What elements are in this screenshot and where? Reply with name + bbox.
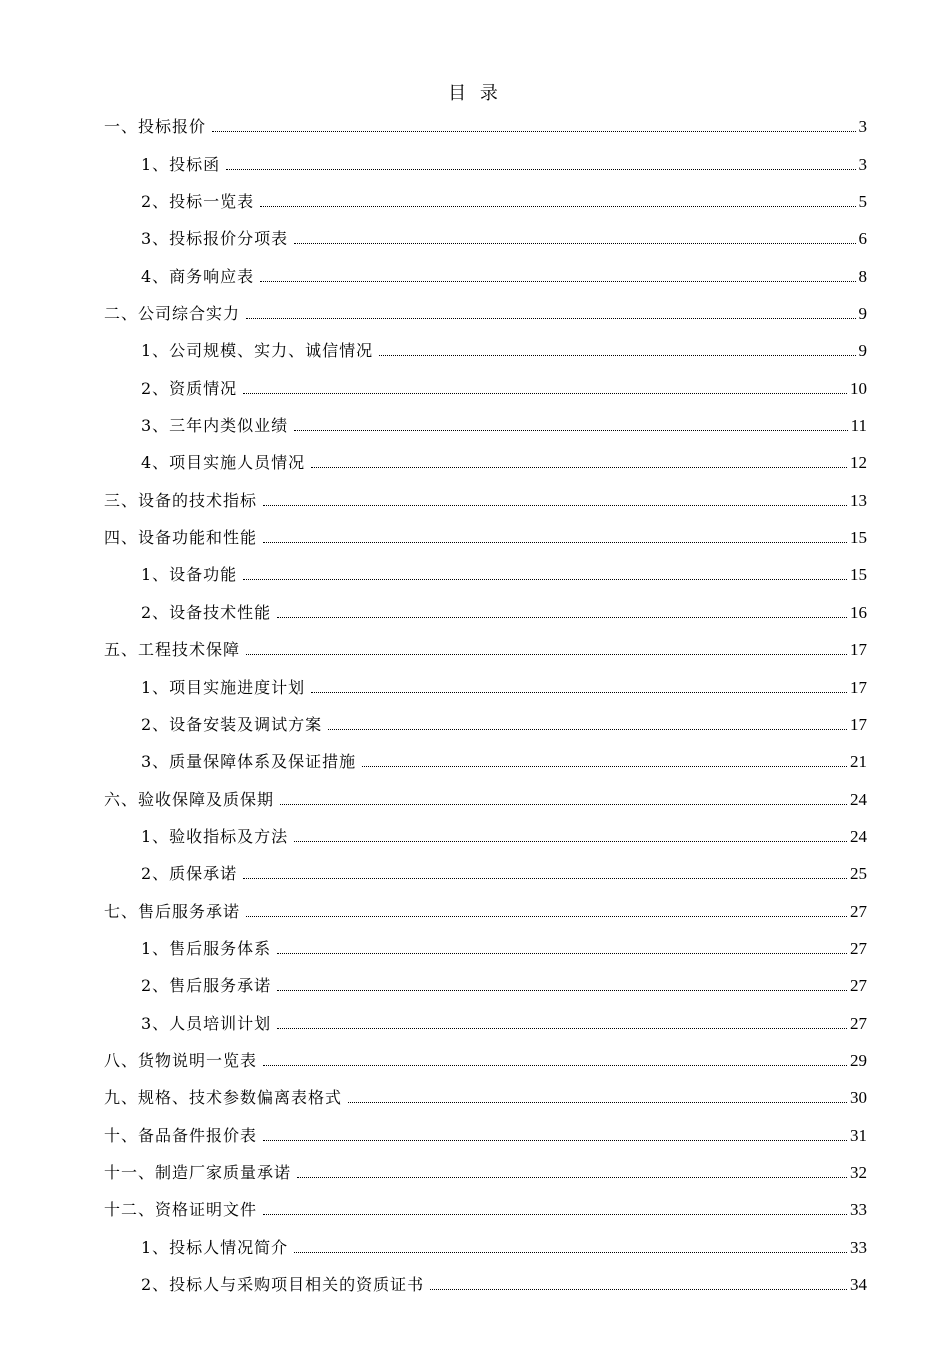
toc-page-number: 15	[850, 528, 867, 548]
toc-subentry[interactable]	[104, 178, 867, 215]
toc-subentry[interactable]	[104, 140, 867, 177]
toc-page-number: 17	[850, 677, 867, 697]
dot-leader	[246, 916, 847, 917]
toc-entry-label: 2、设备安装及调试方案	[141, 714, 323, 734]
toc-page-number: 17	[850, 714, 867, 734]
toc-subentry[interactable]	[104, 551, 867, 588]
dot-leader	[294, 430, 847, 431]
dot-leader	[277, 1028, 847, 1029]
toc-page-number: 32	[850, 1162, 867, 1182]
toc-page-number: 27	[850, 1013, 867, 1033]
toc-entry-label: 2、资质情况	[141, 378, 238, 398]
toc-page-number: 24	[850, 826, 867, 846]
toc-entry[interactable]	[104, 1037, 867, 1074]
dot-leader	[263, 1214, 847, 1215]
toc-page-number: 34	[850, 1275, 867, 1294]
toc-subentry[interactable]	[104, 925, 867, 962]
toc-page-number: 10	[850, 378, 867, 398]
dot-leader	[263, 1140, 847, 1141]
toc-subentry[interactable]	[104, 364, 867, 401]
toc-page-number: 27	[850, 901, 867, 921]
toc-entry-label: 1、公司规模、实力、诚信情况	[141, 341, 374, 361]
toc-page-number: 12	[850, 453, 867, 473]
toc-page-number: 29	[850, 1050, 867, 1070]
toc-subentry[interactable]	[104, 402, 867, 439]
dot-leader	[294, 841, 847, 842]
toc-page-number: 27	[850, 976, 867, 996]
toc-entry-label: 2、质保承诺	[141, 864, 238, 884]
dot-leader	[226, 169, 855, 170]
toc-subentry[interactable]	[104, 1261, 867, 1298]
toc-subentry[interactable]	[104, 850, 867, 887]
page-title: 目 录	[448, 83, 502, 104]
toc-entry-label: 六、验收保障及质保期	[104, 789, 275, 809]
toc-entry-label: 1、验收指标及方法	[141, 826, 289, 846]
toc-entry-label: 4、项目实施人员情况	[141, 453, 306, 473]
toc-entry-label: 2、设备技术性能	[141, 602, 272, 622]
toc-entry-label: 四、设备功能和性能	[104, 528, 258, 548]
toc-page-number: 24	[850, 789, 867, 809]
dot-leader	[294, 1252, 847, 1253]
toc-subentry[interactable]	[104, 663, 867, 700]
toc-entry-label: 2、投标人与采购项目相关的资质证书	[141, 1275, 425, 1294]
toc-entry[interactable]	[104, 775, 867, 812]
toc-subentry[interactable]	[104, 252, 867, 289]
toc-page-number: 9	[858, 304, 867, 324]
toc-subentry[interactable]	[104, 999, 867, 1036]
toc-page-number: 6	[858, 229, 867, 249]
dot-leader	[260, 281, 855, 282]
toc-entry-label: 3、质量保障体系及保证措施	[141, 752, 357, 772]
toc-entry[interactable]	[104, 626, 867, 663]
dot-leader	[280, 804, 847, 805]
dot-leader	[263, 542, 847, 543]
toc-page-number: 5	[858, 192, 867, 212]
toc-entry[interactable]	[104, 1074, 867, 1111]
toc-entry[interactable]	[104, 514, 867, 551]
dot-leader	[277, 990, 847, 991]
toc-subentry[interactable]	[104, 215, 867, 252]
toc-subentry[interactable]	[104, 813, 867, 850]
toc-entry[interactable]	[104, 887, 867, 924]
toc-entry-label: 1、售后服务体系	[141, 938, 272, 958]
dot-leader	[243, 878, 847, 879]
dot-leader	[328, 729, 847, 730]
toc-page-number: 30	[850, 1088, 867, 1108]
toc-entry-label: 1、投标函	[141, 154, 221, 174]
toc-entry-label: 3、三年内类似业绩	[141, 416, 289, 436]
toc-entry-label: 一、投标报价	[104, 117, 207, 137]
toc-page-number: 16	[850, 602, 867, 622]
dot-leader	[263, 1065, 847, 1066]
toc-page-number: 3	[858, 154, 867, 174]
toc-entry[interactable]	[104, 1186, 867, 1223]
toc-entry-label: 4、商务响应表	[141, 266, 255, 286]
dot-leader	[362, 766, 847, 767]
dot-leader	[294, 243, 855, 244]
table-of-contents	[104, 103, 867, 1298]
toc-entry[interactable]	[104, 103, 867, 140]
toc-page-number: 33	[850, 1237, 867, 1257]
toc-entry[interactable]	[104, 476, 867, 513]
toc-entry-label: 九、规格、技术参数偏离表格式	[104, 1088, 343, 1108]
dot-leader	[260, 206, 855, 207]
toc-entry-label: 十、备品备件报价表	[104, 1125, 258, 1145]
toc-entry-label: 1、投标人情况简介	[141, 1237, 289, 1257]
toc-subentry[interactable]	[104, 1223, 867, 1260]
toc-page-number: 11	[850, 416, 867, 436]
toc-page-number: 27	[850, 938, 867, 958]
toc-entry-label: 八、货物说明一览表	[104, 1050, 258, 1070]
dot-leader	[379, 355, 855, 356]
dot-leader	[263, 505, 847, 506]
dot-leader	[297, 1177, 847, 1178]
toc-page-number: 3	[858, 117, 867, 137]
toc-page-number: 17	[850, 640, 867, 660]
toc-subentry[interactable]	[104, 701, 867, 738]
toc-page-number: 15	[850, 565, 867, 585]
toc-entry[interactable]	[104, 290, 867, 327]
dot-leader	[212, 131, 855, 132]
dot-leader	[246, 318, 855, 319]
toc-page-number: 25	[850, 864, 867, 884]
toc-page-number: 31	[850, 1125, 867, 1145]
toc-entry-label: 七、售后服务承诺	[104, 901, 241, 921]
toc-entry-label: 十一、制造厂家质量承诺	[104, 1162, 292, 1182]
dot-leader	[311, 467, 847, 468]
toc-subentry[interactable]	[104, 738, 867, 775]
dot-leader	[243, 393, 847, 394]
toc-entry-label: 2、售后服务承诺	[141, 976, 272, 996]
toc-entry-label: 十二、资格证明文件	[104, 1200, 258, 1220]
toc-entry-label: 五、工程技术保障	[104, 640, 241, 660]
toc-entry-label: 2、投标一览表	[141, 192, 255, 212]
dot-leader	[277, 617, 847, 618]
dot-leader	[348, 1102, 847, 1103]
dot-leader	[277, 953, 847, 954]
toc-entry-label: 3、投标报价分项表	[141, 229, 289, 249]
toc-entry[interactable]	[104, 1149, 867, 1186]
dot-leader	[430, 1289, 847, 1290]
toc-entry-label: 1、设备功能	[141, 565, 238, 585]
dot-leader	[311, 692, 847, 693]
dot-leader	[246, 654, 847, 655]
toc-subentry[interactable]	[104, 962, 867, 999]
toc-page-number: 8	[858, 266, 867, 286]
toc-page-number: 33	[850, 1200, 867, 1220]
toc-subentry[interactable]	[104, 327, 867, 364]
dot-leader	[243, 579, 847, 580]
toc-page-number: 9	[858, 341, 867, 361]
toc-page-number: 13	[850, 490, 867, 510]
toc-page-number: 21	[850, 752, 867, 772]
toc-entry-label: 3、人员培训计划	[141, 1013, 272, 1033]
toc-entry[interactable]	[104, 1111, 867, 1148]
toc-entry-label: 三、设备的技术指标	[104, 490, 258, 510]
toc-entry-label: 1、项目实施进度计划	[141, 677, 306, 697]
toc-subentry[interactable]	[104, 588, 867, 625]
toc-entry-label: 二、公司综合实力	[104, 304, 241, 324]
toc-subentry[interactable]	[104, 439, 867, 476]
